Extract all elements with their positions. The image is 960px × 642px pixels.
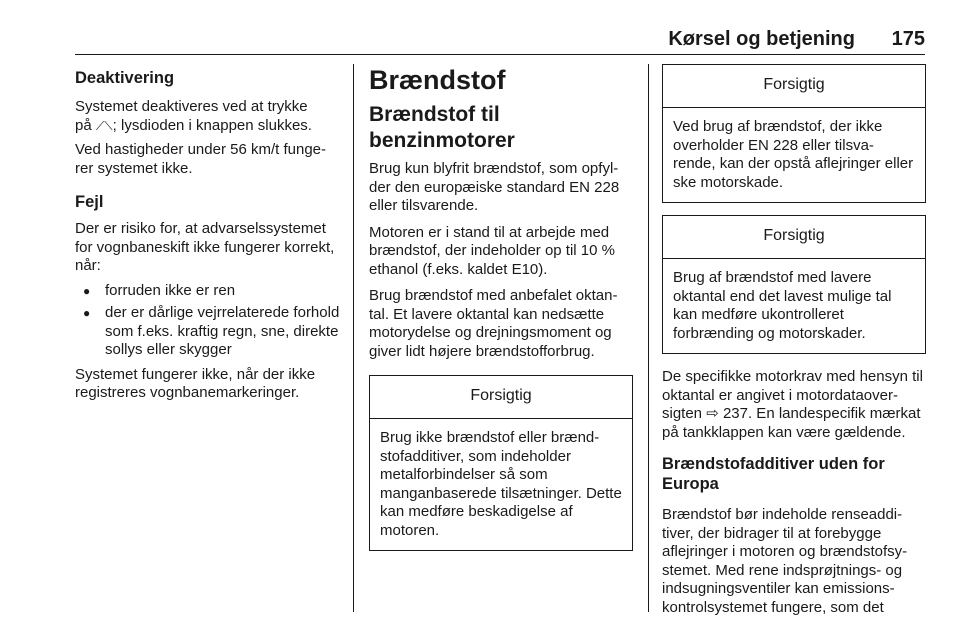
caution-title: Forsigtig — [663, 65, 925, 108]
header-title: Kørsel og betjening — [668, 28, 855, 50]
page-reference-icon: ⇨ — [706, 405, 719, 422]
paragraph: Brug kun blyfrit brændstof, som opfyl-der den europæiske standard EN 228 eller tilsvarende. — [369, 160, 620, 214]
caution-box — [369, 375, 633, 551]
bullet-list — [75, 282, 343, 360]
caution-title: Forsigtig — [370, 376, 632, 419]
lane-departure-icon: ⟋⟍ — [95, 118, 113, 133]
right-column — [662, 64, 926, 617]
section-title: Brændstof — [369, 65, 506, 95]
paragraph: Ved hastigheder under 56 km/t funge-rer systemet ikke. — [75, 141, 327, 177]
caution-box — [662, 215, 926, 354]
heading-additiver: Brændstofadditiver uden for Europa — [662, 455, 885, 493]
caution-title: Forsigtig — [663, 216, 925, 259]
page-number: 175 — [891, 28, 925, 50]
column-divider — [353, 64, 354, 612]
page-header — [75, 28, 925, 55]
caution-box — [662, 64, 926, 203]
paragraph: De specifikke motorkrav med hensyn til oktantal er angivet i motordataover-sigten ⇨ 237. En landespecifik mærkat på tankklappen kan være gældende. — [662, 368, 923, 441]
caution-text: Brug af brændstof med lavere oktantal end det lavest mulige tal kan medføre ukontrolleret forbrænding og motorskader. — [673, 269, 892, 342]
caution-text: Brug ikke brændstof eller brænd-stofadditiver, som indeholder metalforbindelser så som manganbaserede tilsætninger. Dette kan medføre beskadigelse af motoren. — [380, 429, 622, 539]
paragraph: Brug brændstof med anbefalet oktan-tal. Et lavere oktantal kan nedsætte motorydelse og drejningsmoment og giver lidt højere brændstofforbrug. — [369, 287, 618, 360]
paragraph: Motoren er i stand til at arbejde med brændstof, der indeholder op til 10 % ethanol (f.eks. kaldet E10). — [369, 223, 615, 278]
heading-deaktivering: Deaktivering — [75, 69, 175, 87]
heading-fejl: Fejl — [75, 193, 104, 211]
paragraph: Der er risiko for, at advarselssystemet for vognbaneskift ikke fungerer korrekt, når: — [75, 220, 335, 274]
column-divider — [648, 64, 649, 612]
caution-text: Ved brug af brændstof, der ikke overholder EN 228 eller tilsva-rende, kan der opstå aflejringer eller ske motorskade. — [673, 118, 914, 191]
paragraph: Systemet fungerer ikke, når der ikke registreres vognbanemarkeringer. — [75, 365, 316, 401]
subsection-title: Brændstof til benzinmotorer — [369, 103, 515, 152]
list-item: ● der er dårlige vejrrelaterede forhold som f.eks. kraftig regn, sne, direkte sollys eller skygger — [75, 304, 343, 360]
paragraph: Systemet deaktiveres ved at trykke på ⟋⟍; lysdioden i knappen slukkes. — [75, 98, 312, 134]
left-column — [75, 64, 343, 403]
middle-column — [369, 64, 633, 551]
paragraph: Brændstof bør indeholde renseaddi-tiver, der bidrager til at forebygge aflejringer i motoren og brændstofsy-stemet. Med rene indsprøjtnings- og indsugningsventiler kan emissions-kontrolsystemet fungere, som det — [662, 506, 908, 616]
list-item: ● forruden ikke er ren — [75, 282, 343, 301]
